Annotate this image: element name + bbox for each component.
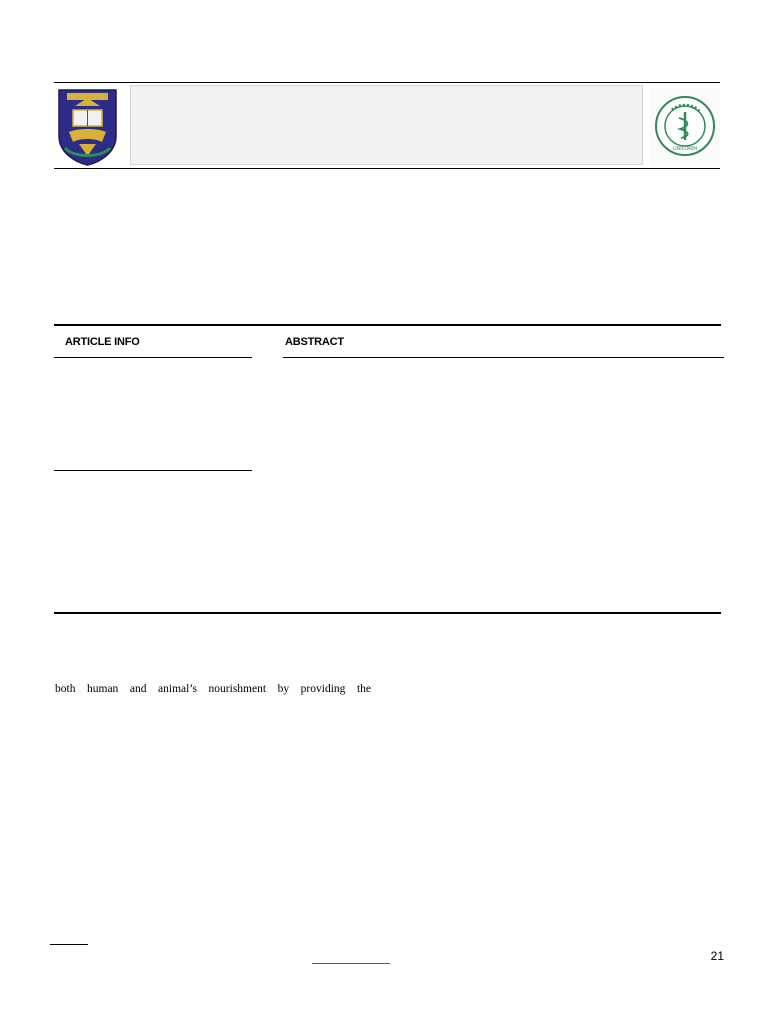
footnote-rule [50, 944, 88, 945]
abstract-rule [283, 357, 724, 358]
section-bottom-rule [54, 612, 721, 614]
section-top-rule [54, 324, 721, 326]
page-number: 21 [710, 949, 724, 963]
university-crest-logo [55, 86, 120, 166]
faculty-veterinary-seal-logo [650, 88, 720, 165]
journal-title-box [130, 85, 643, 165]
footer-link[interactable] [312, 963, 390, 964]
seal-subtext: UNILORIN [673, 146, 697, 152]
article-info-rule [54, 357, 252, 358]
article-info-heading: ARTICLE INFO [65, 336, 140, 348]
abstract-heading: ABSTRACT [285, 336, 344, 348]
article-info-divider [54, 470, 252, 471]
header-bottom-rule [54, 168, 720, 169]
header-top-rule [54, 82, 720, 83]
body-text-line: both human and animal’s nourishment by providing the [55, 683, 371, 695]
